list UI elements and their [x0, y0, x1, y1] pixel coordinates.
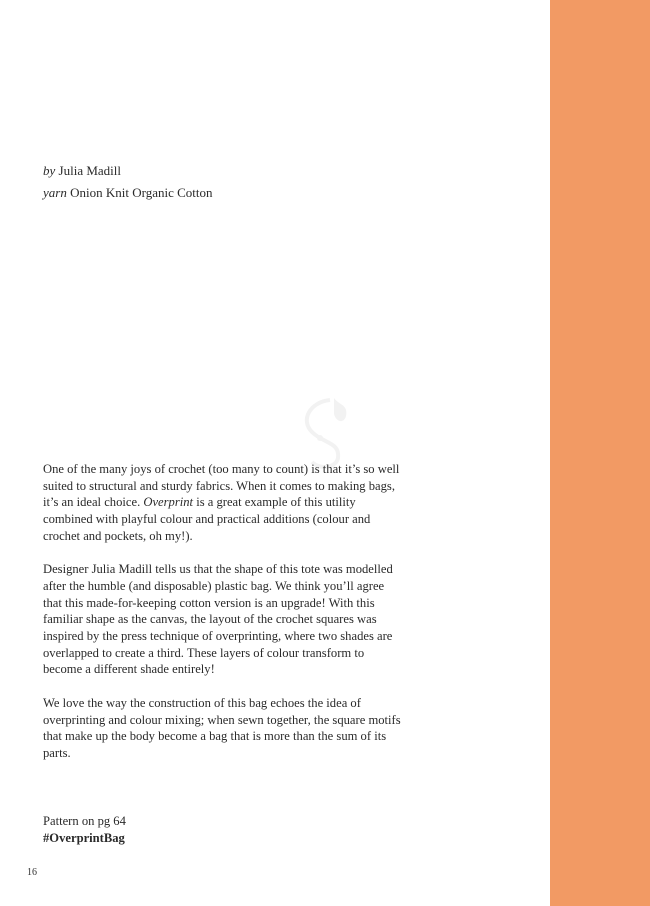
pattern-footer: [43, 813, 126, 847]
article-paragraph: Designer Julia Madill tells us that the shape of this tote was modelled after the humble (and disposable) plastic bag. We think you’ll agree that this made-for-keeping cotton version is an upgrade! With this familiar shape as the canvas, the layout of the crochet squares was inspired by the press technique of overprinting, where two shades are overlapped to create a third. These layers of colour transform to become a different shade entirely!: [43, 562, 393, 677]
article-paragraph: [43, 461, 405, 545]
article-body: [43, 461, 405, 778]
paragraph-text: One of the many joys of crochet (too many to count) is that it’s so well suited to structural and sturdy fabrics. When it comes to making bags, it’s an ideal choice.: [43, 462, 400, 510]
accent-side-panel: [550, 0, 650, 906]
pattern-credits: [43, 160, 212, 204]
yarn-credit: [43, 182, 212, 204]
yarn-label: yarn: [43, 185, 67, 200]
page-number: 16: [27, 867, 37, 878]
designer-name: Julia Madill: [58, 163, 121, 178]
pattern-reference: Pattern on pg 64: [43, 814, 126, 828]
hashtag: #OverprintBag: [43, 831, 125, 845]
article-paragraph: We love the way the construction of this bag echoes the idea of overprinting and colour mixing; when sewn together, the square motifs that make up the body become a bag that is more than the sum of its parts.: [43, 695, 401, 760]
yarn-name: Onion Knit Organic Cotton: [70, 185, 213, 200]
watermark-logo-icon: [290, 392, 360, 472]
designer-credit: [43, 160, 212, 182]
designer-label: by: [43, 163, 56, 178]
pattern-title-emphasis: Overprint: [143, 495, 194, 510]
paragraph-text: is a great example of this utility combined with playful colour and practical additions (colour and crochet and pockets, oh my!).: [43, 495, 371, 543]
